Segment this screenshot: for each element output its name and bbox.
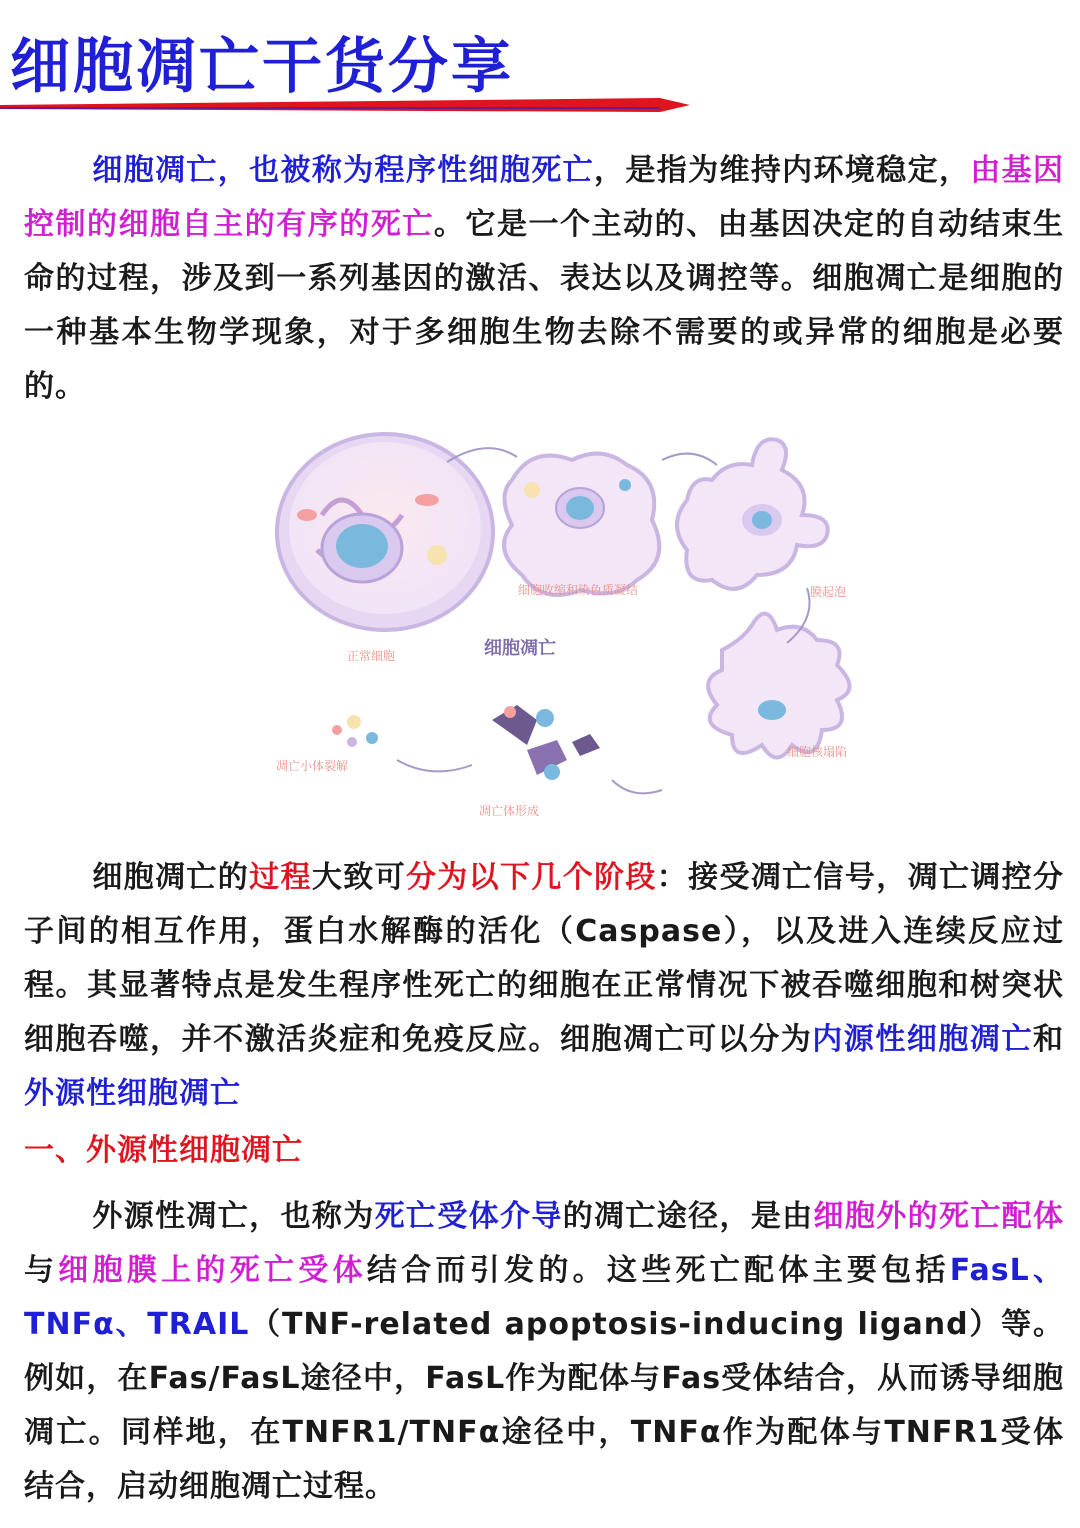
apoptosis-diagram bbox=[262, 420, 862, 840]
process-text: ：接受凋亡信号，凋亡调控分子间的相互作用，蛋白水解酶的活化（Caspase），以及进入连续反应过程。其显著特点是发生程序性死亡的细胞在正常情况下被吞噬细胞和树突状细胞吞噬，并不激活炎症和免疫反应。细胞凋亡可以分为 bbox=[24, 860, 1065, 1057]
apoptosis-diagram-svg bbox=[262, 420, 862, 840]
shrinking-cell-icon bbox=[504, 454, 659, 595]
process-paragraph bbox=[24, 851, 1064, 1121]
process-highlight: 分为以下几个阶段 bbox=[405, 860, 657, 895]
normal-cell-icon bbox=[277, 434, 493, 630]
nuclear-collapse-cell-icon bbox=[708, 614, 849, 758]
label-shrink: 细胞收缩和染色质凝结 bbox=[518, 583, 639, 597]
label-body-formation: 凋亡体形成 bbox=[479, 804, 540, 818]
membrane-blebbing-cell-icon bbox=[677, 439, 828, 589]
extrinsic-highlight: 死亡受体介导 bbox=[374, 1199, 563, 1234]
process-text: 细胞凋亡的 bbox=[92, 860, 250, 895]
process-term-extrinsic: 外源性细胞凋亡 bbox=[24, 1076, 241, 1111]
label-collapse: 细胞核塌陷 bbox=[787, 745, 848, 759]
intro-definition: 由基因控制的细胞自主的有序的死亡 bbox=[24, 153, 1065, 242]
label-bleb: 膜起泡 bbox=[810, 585, 847, 599]
extrinsic-text: （TNF-related apoptosis-inducing ligand）等。例如，在Fas/FasL途径中，FasL作为配体与Fas受体结合，从而诱导细胞凋亡。同样地，在TNFR1/TNFα途径中，TNFα作为配体与TNFR1受体结合，启动细胞凋亡过程。 bbox=[24, 1307, 1064, 1504]
extrinsic-paragraph bbox=[24, 1190, 1064, 1514]
extrinsic-ligands: FasL、TNFα、TRAIL bbox=[24, 1253, 1065, 1342]
section-heading-extrinsic: 一、外源性细胞凋亡 bbox=[24, 1133, 303, 1168]
extrinsic-text: 外源性凋亡，也称为 bbox=[92, 1199, 375, 1234]
label-normal-cell: 正常细胞 bbox=[347, 649, 396, 663]
extrinsic-highlight: 细胞膜上的死亡受体 bbox=[58, 1253, 367, 1288]
apoptotic-fragments-icon bbox=[332, 715, 378, 747]
intro-text: ，是指为维持内环境稳定， bbox=[594, 153, 971, 188]
page-title: 细胞凋亡干货分享 bbox=[10, 32, 514, 102]
intro-text: 。它是一个主动的、由基因决定的自动结束生命的过程，涉及到一系列基因的激活、表达以及调控等。细胞凋亡是细胞的一种基本生物学现象，对于多细胞生物去除不需要的或异常的细胞是必要的。 bbox=[24, 207, 1064, 404]
apoptotic-bodies-icon bbox=[492, 705, 600, 780]
extrinsic-highlight: 细胞外的死亡配体 bbox=[813, 1199, 1065, 1234]
process-text: 和 bbox=[1033, 1022, 1064, 1057]
process-highlight: 过程 bbox=[249, 860, 312, 895]
label-dissolution: 凋亡小体裂解 bbox=[276, 759, 349, 773]
process-term-intrinsic: 内源性细胞凋亡 bbox=[812, 1022, 1033, 1057]
intro-paragraph bbox=[24, 144, 1064, 414]
intro-term: 细胞凋亡，也被称为程序性细胞死亡 bbox=[92, 153, 595, 188]
extrinsic-text: 结合而引发的。这些死亡配体主要包括 bbox=[366, 1253, 950, 1288]
process-text: 大致可 bbox=[311, 860, 406, 895]
extrinsic-text: 的凋亡途径，是由 bbox=[562, 1199, 814, 1234]
extrinsic-text: 与 bbox=[24, 1253, 59, 1288]
title-underline-arrow bbox=[0, 94, 700, 118]
figure-title: 细胞凋亡 bbox=[484, 638, 556, 659]
